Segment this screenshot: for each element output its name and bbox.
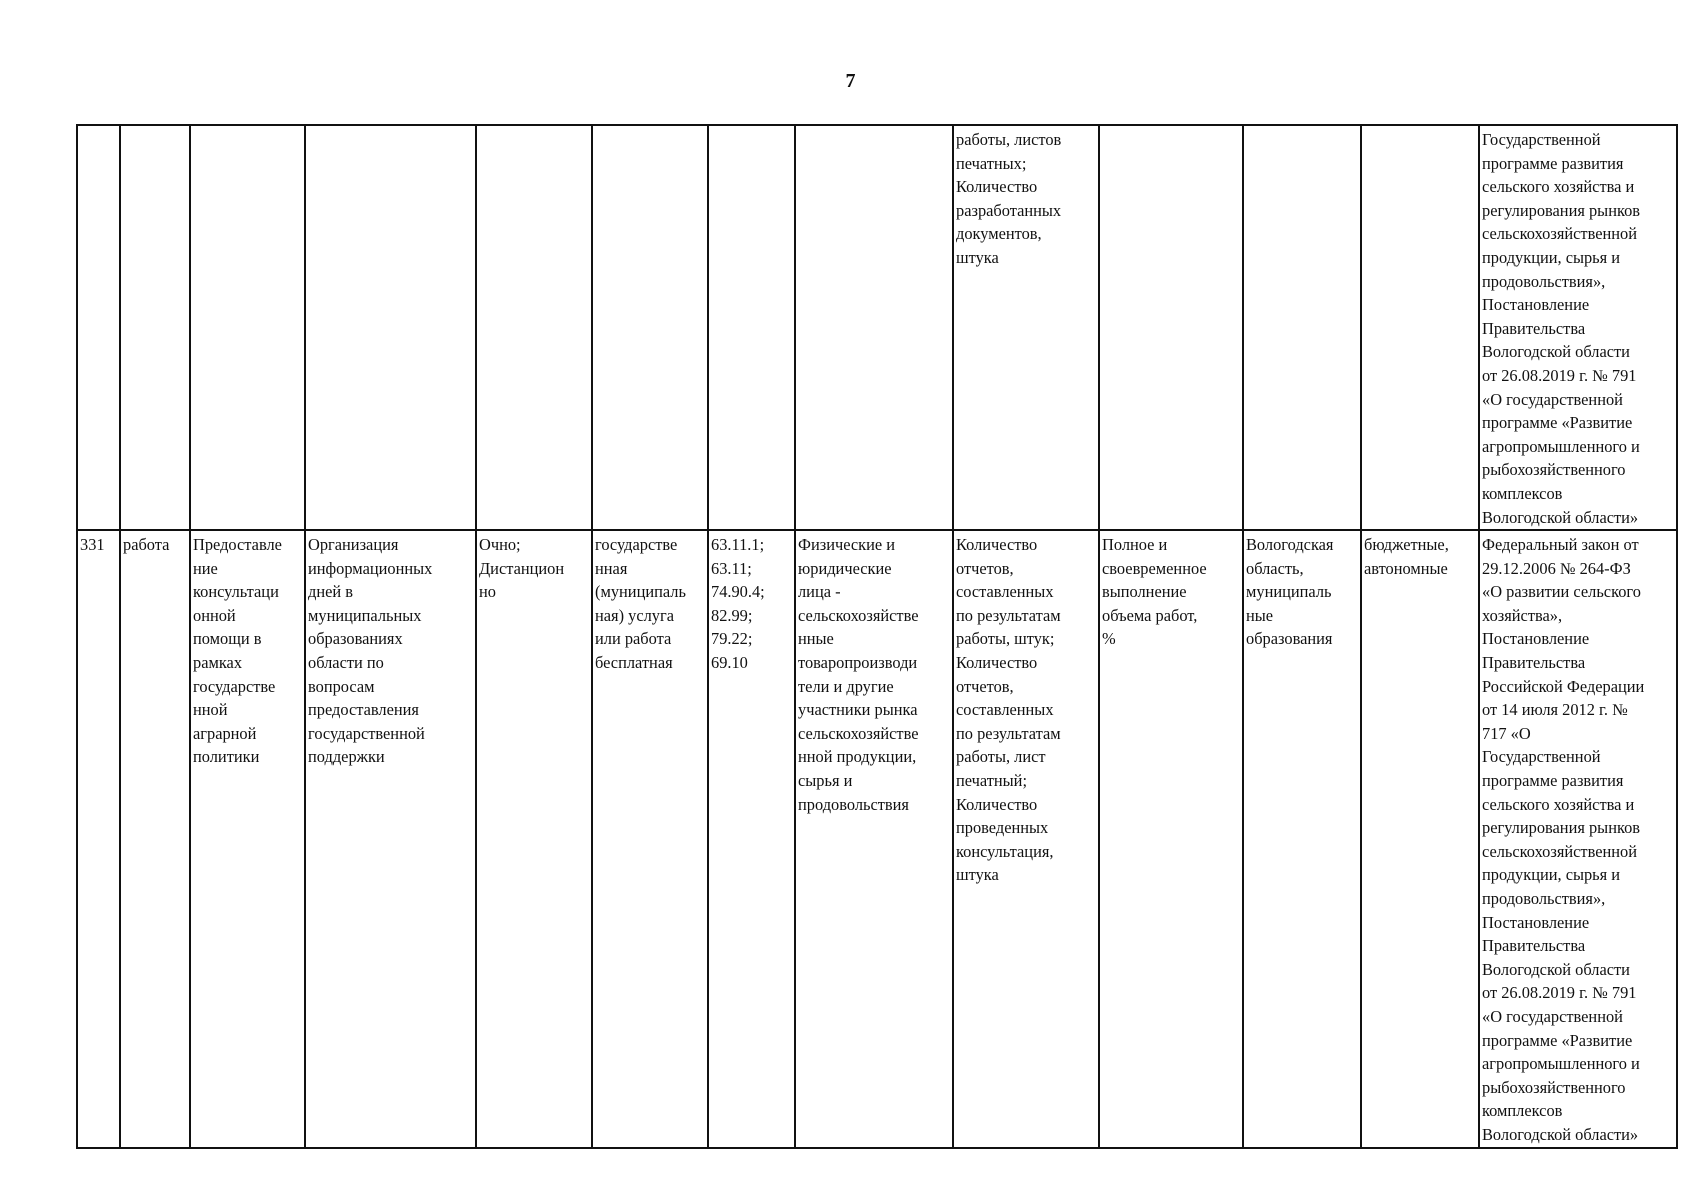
cell-institution-type: бюджетные, автономные	[1361, 530, 1479, 1147]
cell-content: Организация информационных дней в муниципальных образованиях области по вопросам предоставления государственной поддержки	[305, 530, 476, 1147]
cell-quality-indicators	[1099, 125, 1243, 530]
cell-okved-codes: 63.11.1; 63.11; 74.90.4; 82.99; 79.22; 69.10	[708, 530, 795, 1147]
cell-number	[77, 125, 120, 530]
cell-legal-basis: Федеральный закон от 29.12.2006 № 264-ФЗ «О развитии сельского хозяйства», Постановление Правительства Российской Федерации от 14 июля 2012 г. № 717 «О Государственной программе развития сельского хозяйства и регулирования рынков сельскохозяйственной продукции, сырья и продовольствия», Постановление Правительства Вологодской области от 26.08.2019 г. № 791 «О государственной программе «Развитие агропромышленного и рыбохозяйственного комплексов Вологодской области»	[1479, 530, 1677, 1147]
cell-consumers: Физические и юридические лица - сельскохозяйстве нные товаропроизводи тели и другие участники рынка сельскохозяйстве нной продукции, сырья и продовольствия	[795, 530, 953, 1147]
cell-service-name: Предоставле ние консультаци онной помощи в рамках государстве нной аграрной политики	[190, 530, 305, 1147]
cell-type	[120, 125, 190, 530]
cell-okved-codes	[708, 125, 795, 530]
cell-kind	[592, 125, 708, 530]
cell-consumers	[795, 125, 953, 530]
cell-number: 331	[77, 530, 120, 1147]
cell-volume-indicators: работы, листов печатных; Количество разработанных документов, штука	[953, 125, 1099, 530]
table-row-331	[77, 530, 1677, 1147]
cell-volume-indicators: Количество отчетов, составленных по результатам работы, штук; Количество отчетов, составленных по результатам работы, лист печатный; Количество проведенных консультация, штука	[953, 530, 1099, 1147]
page-number: 7	[845, 70, 856, 92]
registry-table	[76, 124, 1678, 1149]
cell-content	[305, 125, 476, 530]
cell-quality-indicators: Полное и своевременное выполнение объема работ, %	[1099, 530, 1243, 1147]
table-row-continued	[77, 125, 1677, 530]
cell-kind: государстве нная (муниципаль ная) услуга или работа бесплатная	[592, 530, 708, 1147]
cell-form	[476, 125, 592, 530]
cell-territory: Вологодская область, муниципаль ные образования	[1243, 530, 1361, 1147]
cell-territory	[1243, 125, 1361, 530]
cell-form: Очно; Дистанцион но	[476, 530, 592, 1147]
cell-institution-type	[1361, 125, 1479, 530]
cell-service-name	[190, 125, 305, 530]
cell-type: работа	[120, 530, 190, 1147]
cell-legal-basis: Государственной программе развития сельского хозяйства и регулирования рынков сельскохозяйственной продукции, сырья и продовольствия», Постановление Правительства Вологодской области от 26.08.2019 г. № 791 «О государственной программе «Развитие агропромышленного и рыбохозяйственного комплексов Вологодской области»	[1479, 125, 1677, 530]
